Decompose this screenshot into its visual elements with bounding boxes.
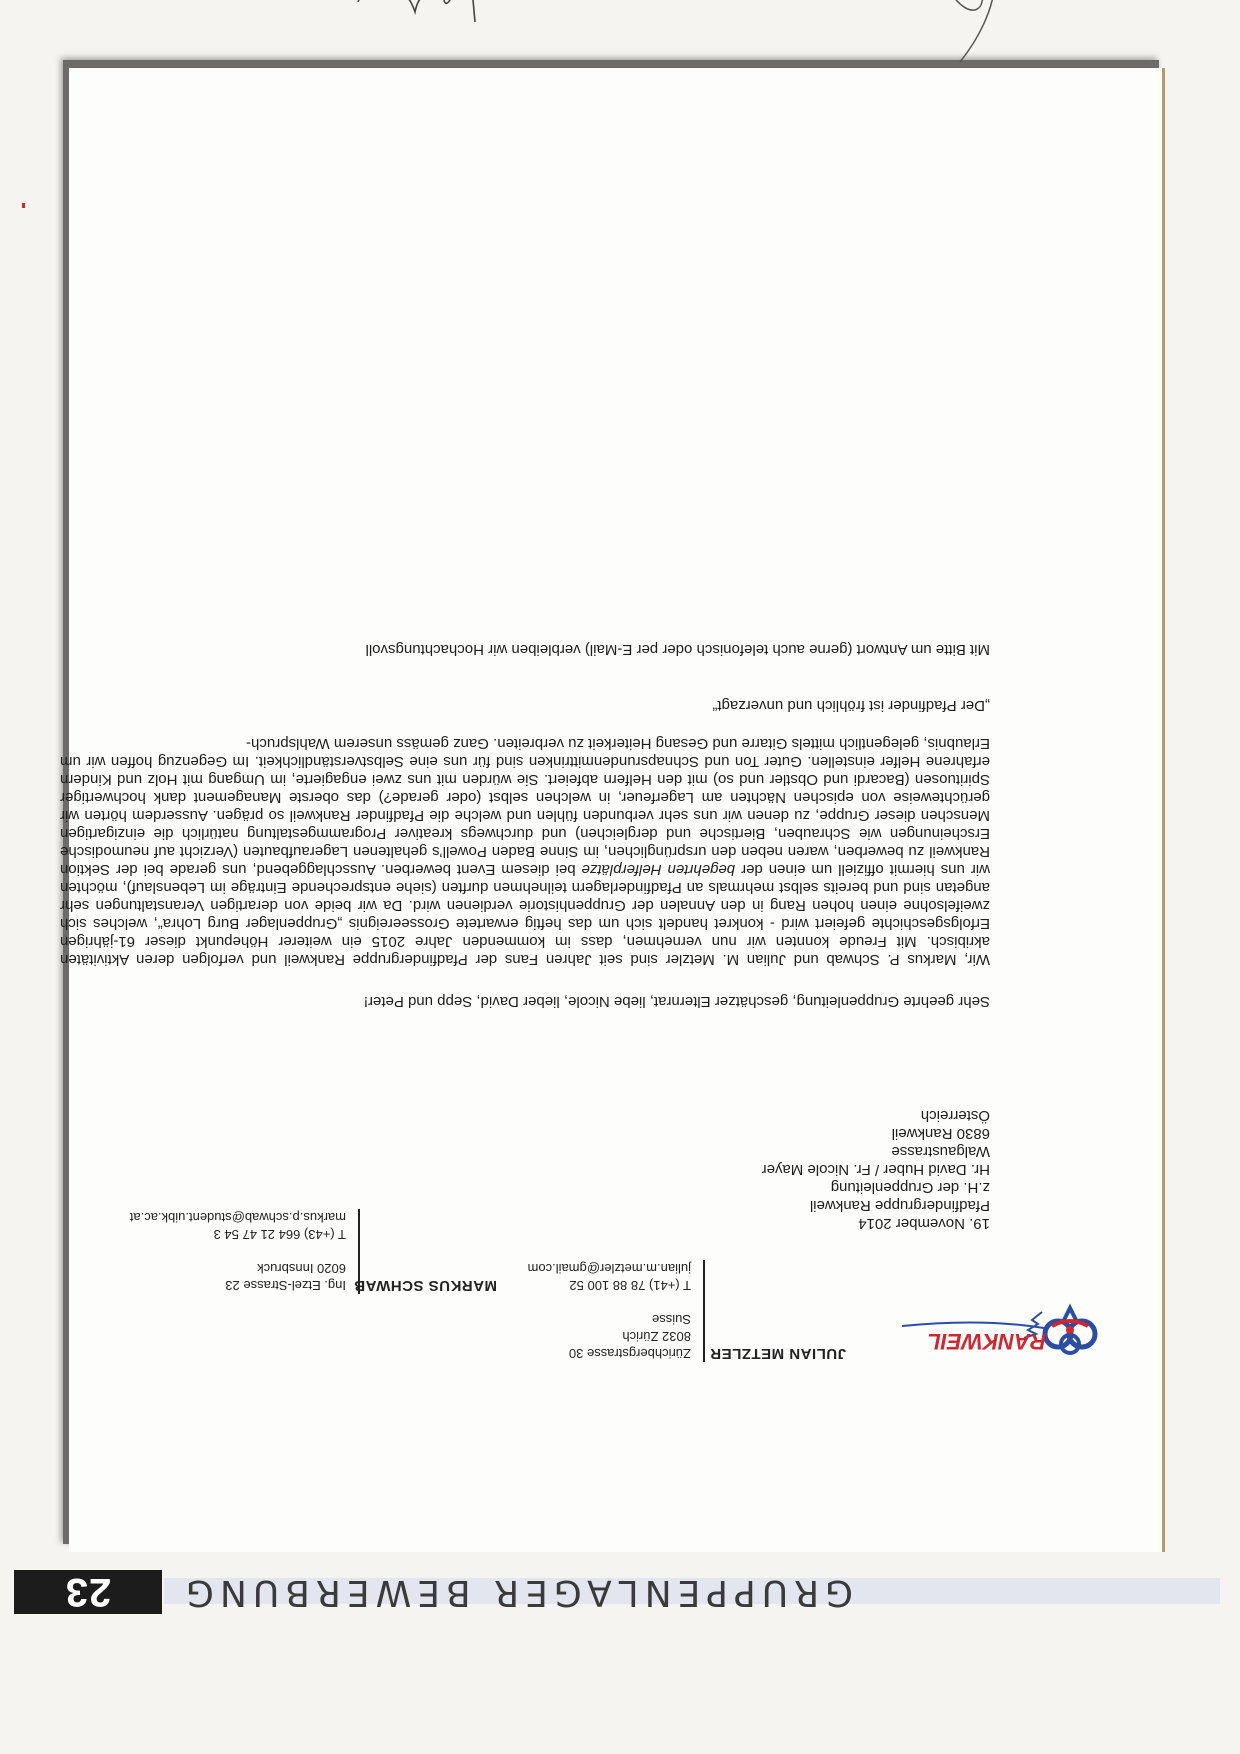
- recipient-line: Pfadfindergruppe Rankweil: [809, 1197, 990, 1214]
- scout-lily-logo: [892, 1294, 1102, 1364]
- emphasised-phrase: begehrten Helferplätze: [581, 861, 736, 878]
- sender1-email: julian.m.metzler@gmail.com: [527, 1261, 691, 1276]
- sender2-city: 6020 Innsbruck: [257, 1261, 346, 1276]
- signature-schwab-scribble: [350, 0, 520, 42]
- recipient-line: 6830 Rankweil: [891, 1125, 990, 1142]
- sender1-city: 8032 Zürich: [622, 1329, 691, 1344]
- sender2-name-block: [354, 1277, 497, 1362]
- section-title: GRUPPENLAGER BEWERBUNG: [180, 1572, 854, 1613]
- sender1-name: JULIAN METZLER: [709, 1345, 846, 1362]
- sender2-email: markus.p.schwab@student.uibk.ac.at: [129, 1210, 346, 1225]
- page-number: 23: [14, 1570, 162, 1614]
- closing-line: Mit Bitte um Antwort (gerne auch telefonisch oder per E-Mail) verbleiben wir Hochachtungsvoll: [365, 641, 990, 658]
- letter-sheet: [59, 68, 1165, 1552]
- salutation: Sehr geehrte Gruppenleitung, geschätzer Elternrat, liebe Nicole, lieber David, Sepp und Peter!: [363, 993, 990, 1010]
- fleur-de-lis-icon: [1045, 1308, 1095, 1353]
- signature-metzler-scribble: [890, 0, 1030, 72]
- sender2-street: Ing. Etzel-Strasse 23: [225, 1278, 346, 1293]
- letter-body: [60, 640, 990, 1232]
- recipient-address: [60, 1106, 990, 1214]
- signature-area: [60, 0, 990, 62]
- recipient-line: z.H. der Gruppenleitung: [830, 1179, 990, 1196]
- main-paragraph: Wir, Markus P. Schwab und Julian M. Metzler sind seit Jahren Fans der Pfadfindergruppe Rankweil und verfolgen deren Aktivitäten akribisch. Mit Freude konnten wir nun vernehmen, dass im kommenden Jahre 2015 ein weiterer Höhepunkt dieser 61-jährigen Erfolgsgeschichte gefeiert wird - konkret handelt sich um das heftig erwartete Grosseereignis „Gruppenlager Burg Lohra“, welches sich zweifelsohne einen hohen Rang in den Annalen der Gruppenhistorie verdienen wird. Da wir beide von derartigen Veranstaltungen sehr angetan sind und bereits selbst mehrmals an Pfadfinderlagern teilnehmen durften (siehe entsprechende Einträge im Lebenslauf), möchten wir uns hiermit offiziell um einen der begehrten Helferplätze bei diesem Event bewerben. Ausschlaggebend, uns gerade bei der Sektion Rankweil zu bewerben, waren neben den ursprünglichen, im Sinne Baden Powell’s gehaltenen Lageraufbauten (Verzicht auf neumodische Erscheinungen wie Schrauben, Biertische und dergleichen) und durchwegs kreativer Programmgestaltung natürlich die einzigartigen Menschen dieser Gruppe, zu denen wir uns sehr verbunden fühlen und welche die Pfadfinder Rankweil so prägen. Ausserdem hörten wir gerüchteweise von epischen Nächten am Lagerfeuer, in welchen selbst (oder gerade?) das oberste Management dank hochwertiger Spirituosen (Bacardi und Obstler und so) mit den Helfern abfeiert. Sie würden mit uns zwei engagierte, im Umgang mit Holz und Kindern erfahrene Helfer einstellen. Guter Ton und Schnapsrundenmittrinken sind für uns eine Selbstverständlichkeit. Im Gegenzug hoffen wir um Erlaubnis, gelegentlich mittels Gitarre und Gesang Heiterkeit zu verbreiten. Ganz gemäss unserem Wahlspruch-: [59, 735, 990, 968]
- recipient-line: Österreich: [920, 1107, 990, 1124]
- sender1-street: Zürichbergstrasse 30: [568, 1346, 691, 1361]
- motto-quote: „Der Pfadfinder ist fröhlich und unverzagt“: [712, 697, 990, 714]
- sender2-name: MARKUS SCHWAB: [353, 1277, 497, 1294]
- sender1-phone: T (+41) 78 88 100 52: [569, 1278, 691, 1293]
- letterhead-metzler: [528, 1260, 705, 1362]
- sender1-country: Suisse: [651, 1312, 691, 1327]
- recipient-line: Walgaustrasse: [891, 1143, 990, 1160]
- recipient-line: Hr. David Huber / Fr. Nicole Mayer: [761, 1161, 990, 1178]
- red-margin-mark: [22, 203, 25, 208]
- logo-wordmark: RANKWEIL: [927, 1329, 1046, 1354]
- sender1-name-block: [710, 1345, 846, 1362]
- letter-date: 19. November 2014: [858, 1215, 990, 1232]
- sender2-phone: T (+43) 664 21 47 54 3: [213, 1227, 346, 1242]
